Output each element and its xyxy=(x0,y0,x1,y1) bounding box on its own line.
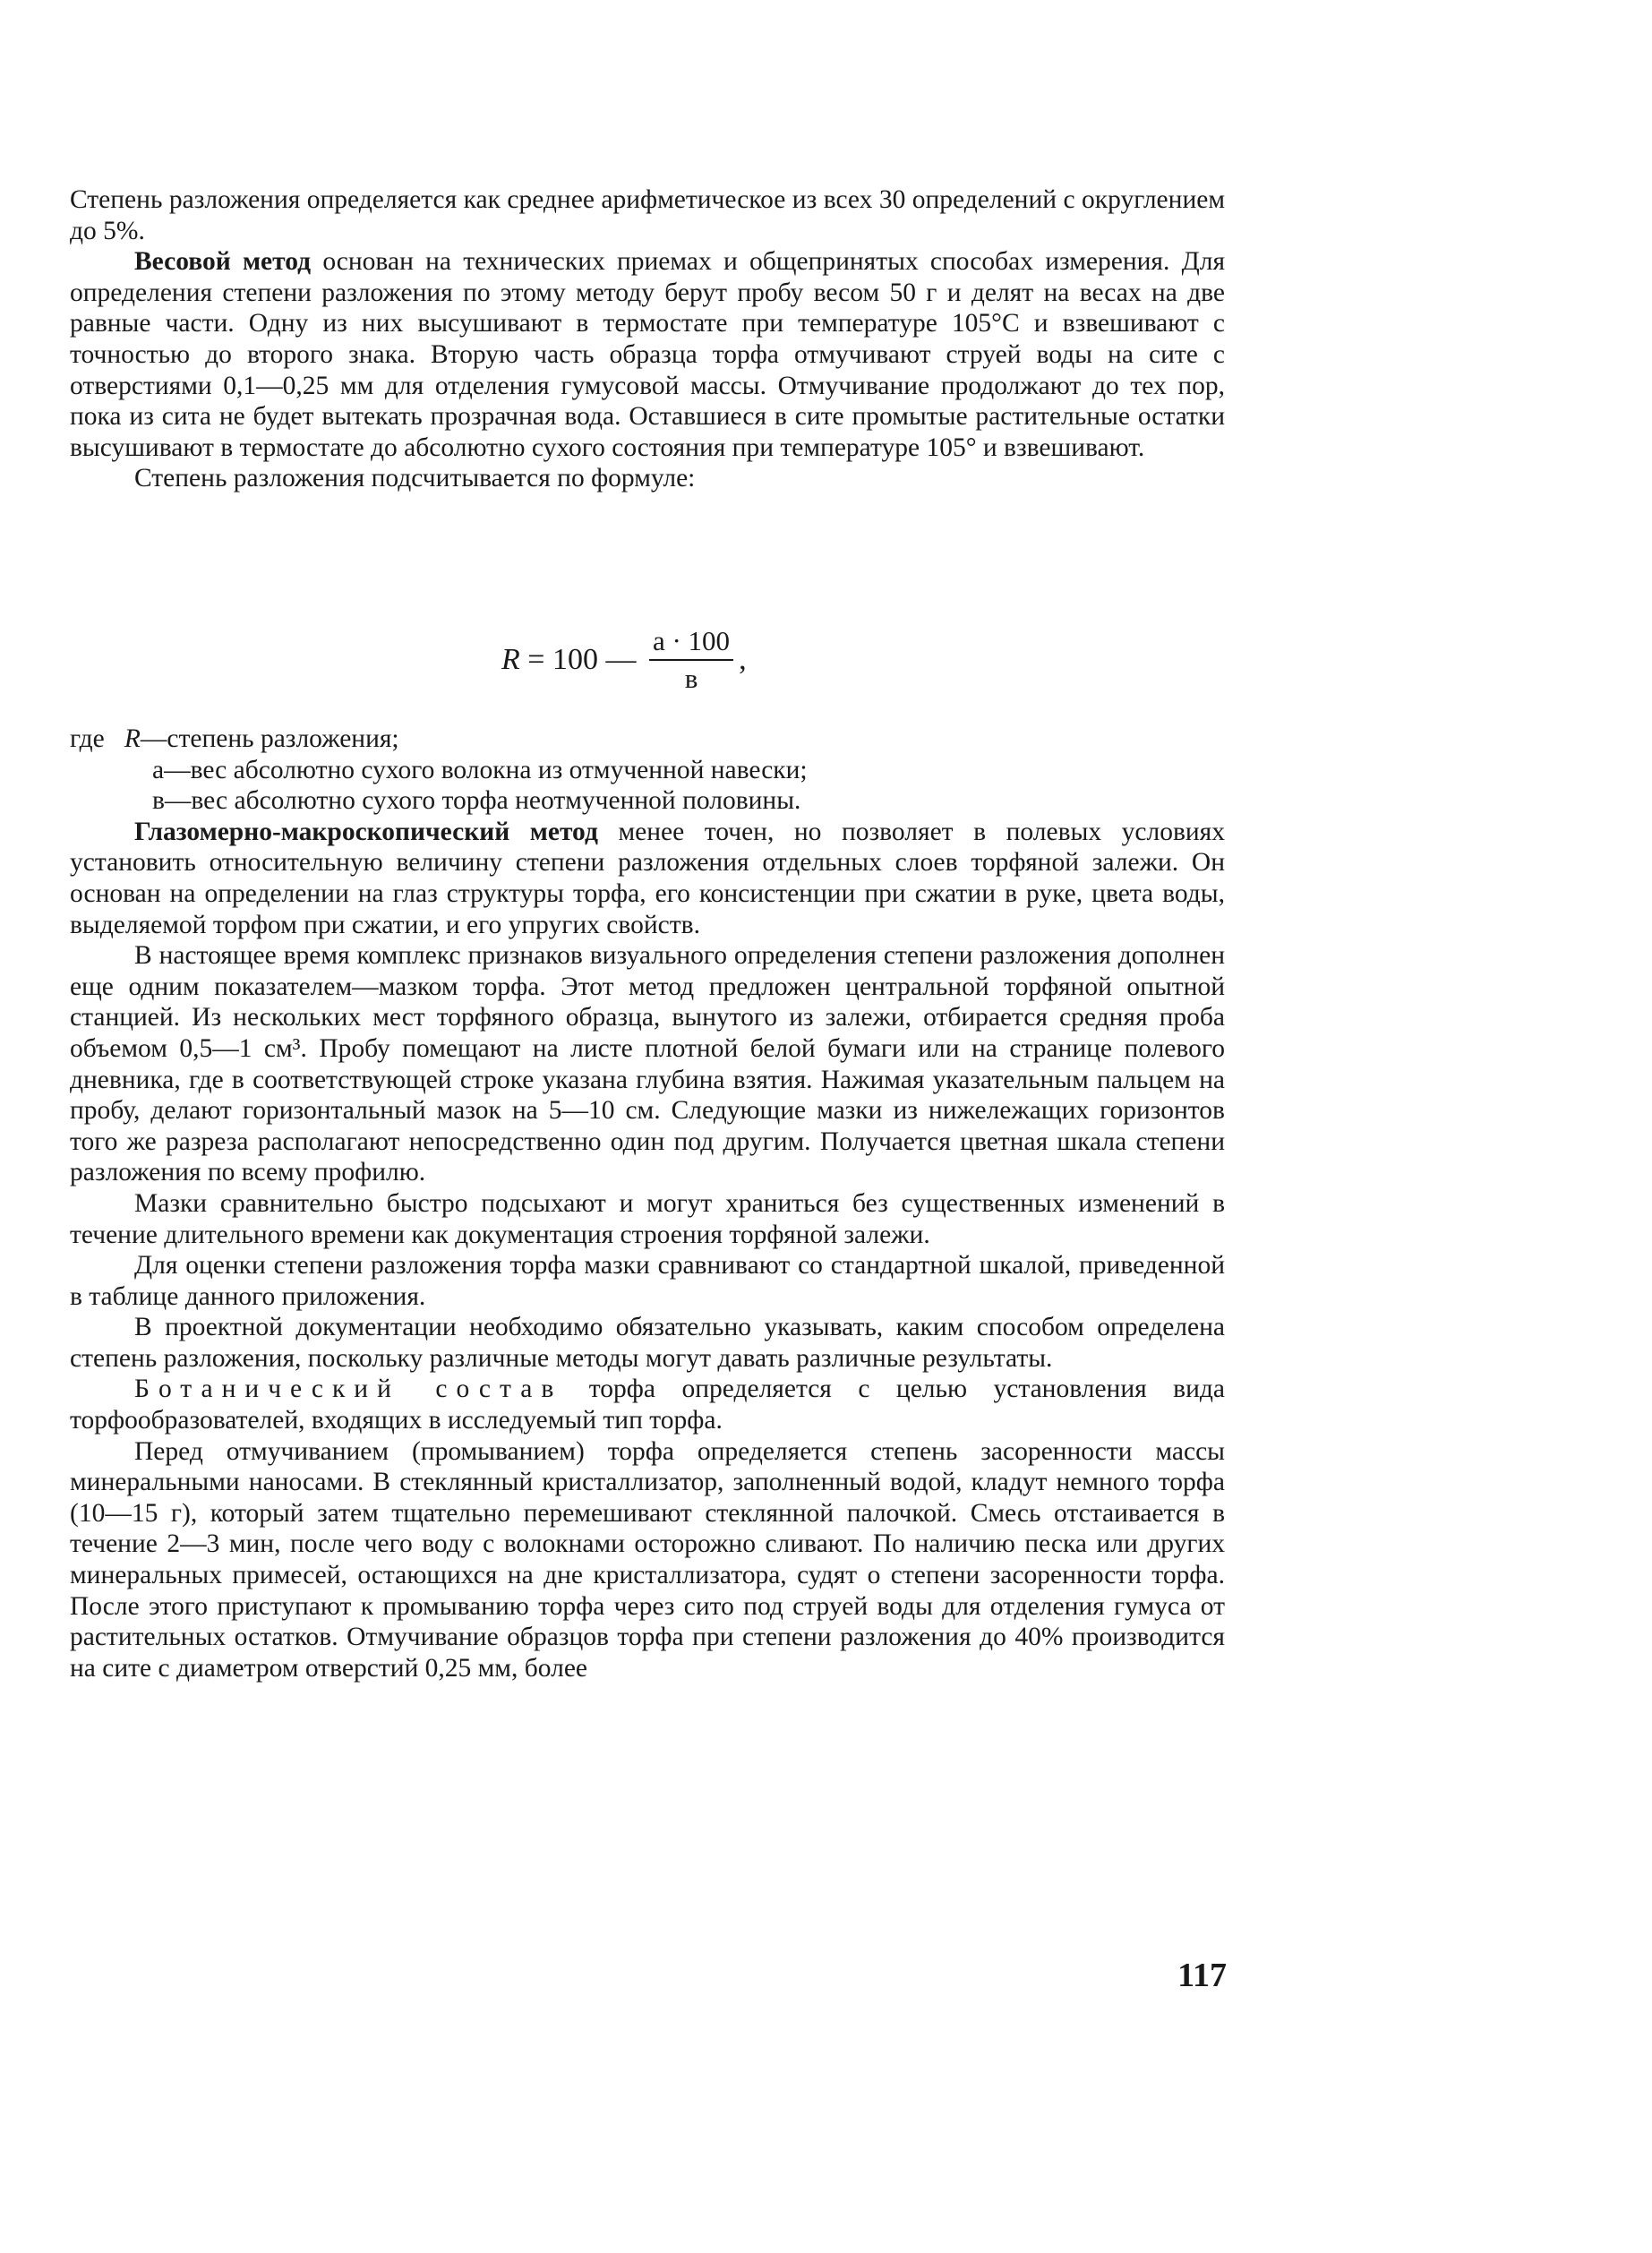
definition-r-symbol: R xyxy=(124,724,141,753)
visual-method-text: менее точен, но позволяет в полевых условиях установить относительную величину степени разложения отдельных слоев торфяной залежи. Он основан на определении на глаз структуры торфа, его консистенции при сжатии в руке, цвета воды, выделяемой торфом при сжатии, и его упругих свойств. xyxy=(70,817,1225,939)
formula-lhs: R xyxy=(501,643,520,676)
main-text-block xyxy=(70,724,1225,1683)
page-number: 117 xyxy=(1177,1957,1227,1994)
term-weight-method: Весовой метод xyxy=(134,247,312,277)
decomposition-formula xyxy=(501,620,824,700)
formula-denominator: в xyxy=(684,663,698,694)
paragraph-smear-scale: Для оценки степени разложения торфа мазки сравнивают со стандартной шкалой, приведенной в таблице данного приложения. xyxy=(70,1251,1225,1311)
weight-method-text: основан на технических приемах и общепринятых способах измерения. Для определения степени разложения по этому методу берут пробу весом 50 г и делят на весах на две равные части. Одну из них высушивают в термостате при температуре 105°С и взвешивают с точностью до второго знака. Вторую часть образца торфа отмучивают струей воды на сите с отверстиями 0,1—0,25 мм для отделения гумусовой массы. Отмучивание продолжают до тех пор, пока из сита не будет вытекать прозрачная вода. Оставшиеся в сите промытые растительные остатки высушивают в термостате до абсолютно сухого состояния при температуре 105° и взвешивают. xyxy=(70,247,1226,462)
formula-fraction xyxy=(649,625,733,695)
paragraph-botanical xyxy=(70,1374,1225,1435)
term-visual-method: Глазомерно-макроскопический метод xyxy=(134,817,598,846)
paragraph-formula-intro: Степень разложения подсчитывается по формуле: xyxy=(134,464,696,493)
top-text-block xyxy=(70,184,1225,494)
paragraph-smear-storage: Мазки сравнительно быстро подсыхают и могут храниться без существенных изменений в течение длительного времени как документация строения торфяной залежи. xyxy=(70,1188,1225,1249)
paragraph-smear-method: В настоящее время комплекс признаков визуального определения степени разложения дополнен еще одним показателем—мазком торфа. Этот метод предложен центральной торфяной опытной станцией. Из нескольких мест торфяного образца, вынутого из залежи, отбирается средняя проба объемом 0,5—1 см³. Пробу помещают на листе плотной белой бумаги или на странице полевого дневника, где в соответствующей строке указана глубина взятия. Нажимая указательным пальцем на пробу, делают горизонтальный мазок на 5—10 см. Следующие мазки из нижележащих горизонтов того же разреза располагают непосредственно один под другим. Получается цветная шкала степени разложения по всему профилю. xyxy=(70,941,1225,1187)
botanical-text: торфа определяется с целью установления вида торфообразователей, входящих в исследуемый тип торфа. xyxy=(70,1375,1225,1435)
paragraph-averaging: Степень разложения определяется как среднее арифметическое из всех 30 определений с округлением до 5%. xyxy=(70,185,1225,245)
formula-tail: , xyxy=(739,643,747,676)
paragraph-visual-method xyxy=(70,817,1225,940)
definition-b: в—вес абсолютно сухого торфа неотмученной половины. xyxy=(152,786,801,816)
formula-equals: = 100 — xyxy=(519,643,644,676)
definition-intro: где xyxy=(70,724,105,753)
definition-r xyxy=(70,724,1225,755)
paragraph-documentation: В проектной документации необходимо обязательно указывать, каким способом определена степень разложения, поскольку различные методы могут давать различные результаты. xyxy=(70,1313,1225,1373)
term-botanical-composition: Ботанический состав xyxy=(134,1375,563,1404)
paragraph-weight-method xyxy=(70,246,1225,463)
definition-r-text: —степень разложения; xyxy=(140,724,399,753)
formula-numerator: а · 100 xyxy=(649,625,733,661)
paragraph-washing: Перед отмучиванием (промыванием) торфа определяется степень засоренности массы минеральными наносами. В стеклянный кристаллизатор, заполненный водой, кладут немного торфа (10—15 г), который затем тщательно перемешивают стеклянной палочкой. Смесь отстаивается в течение 2—3 мин, после чего воду с волокнами осторожно сливают. По наличию песка или других минеральных примесей, остающихся на дне кристаллизатора, судят о степени засоренности торфа. После этого приступают к промыванию торфа через сито под струей воды для отделения гумуса от растительных остатков. Отмучивание образцов торфа при степени разложения до 40% производится на сите с диаметром отверстий 0,25 мм, более xyxy=(70,1436,1225,1683)
definition-a: а—вес абсолютно сухого волокна из отмученной навески; xyxy=(152,755,808,784)
